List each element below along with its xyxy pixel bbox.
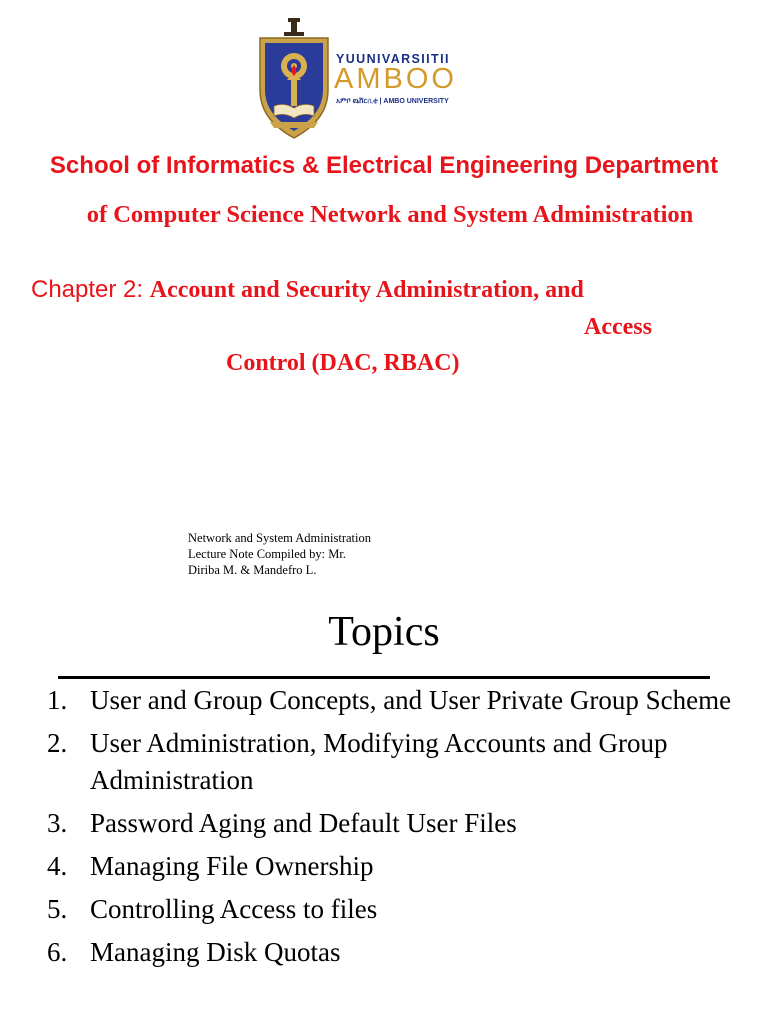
topic-text: User Administration, Modifying Accounts and Group Administration <box>90 728 668 795</box>
topic-item <box>47 848 747 885</box>
chapter-title-part-1: Account and Security Administration, and <box>149 277 584 303</box>
department-heading: of Computer Science Network and System Administration <box>86 201 694 228</box>
topics-heading: Topics <box>328 609 440 655</box>
topic-number: 1. <box>47 685 68 715</box>
chapter-label: Chapter 2: <box>31 276 150 303</box>
note-line-1: Network and System Administration <box>188 531 371 545</box>
logo-text-yuunivarsiitii: YUUNIVARSIITII <box>336 52 450 66</box>
chapter-title-part-3: Control (DAC, RBAC) <box>226 350 460 376</box>
topic-item <box>47 934 747 971</box>
university-shield-icon <box>254 18 334 140</box>
topic-item <box>47 805 747 842</box>
note-line-2: Lecture Note Compiled by: Mr. <box>188 547 346 561</box>
school-heading: School of Informatics & Electrical Engineering Department <box>49 152 719 179</box>
topic-item <box>47 891 747 928</box>
chapter-title-part-2: Access <box>584 314 652 340</box>
note-line-3: Diriba M. & Mandefro L. <box>188 563 317 577</box>
topics-divider <box>58 676 710 679</box>
topic-number: 5. <box>47 894 68 924</box>
university-logo <box>254 18 484 140</box>
topics-list <box>47 682 747 971</box>
chapter-title-line-1 <box>31 276 584 304</box>
logo-text-amboo: AMBOO <box>334 63 457 95</box>
lecture-note-credit <box>188 530 371 578</box>
topic-item <box>47 725 747 799</box>
topic-text: Managing Disk Quotas <box>90 937 341 967</box>
topic-number: 6. <box>47 937 68 967</box>
topic-text: Controlling Access to files <box>90 894 378 924</box>
topic-text: Password Aging and Default User Files <box>90 808 517 838</box>
topic-number: 4. <box>47 851 68 881</box>
logo-text-ambo-university: አምቦ ዩኒቨርሲቲ | AMBO UNIVERSITY <box>336 98 449 105</box>
topic-number: 2. <box>47 728 68 758</box>
topic-number: 3. <box>47 808 68 838</box>
topic-item <box>47 682 747 719</box>
topic-text: User and Group Concepts, and User Private Group Scheme <box>90 685 732 715</box>
topic-text: Managing File Ownership <box>90 851 374 881</box>
